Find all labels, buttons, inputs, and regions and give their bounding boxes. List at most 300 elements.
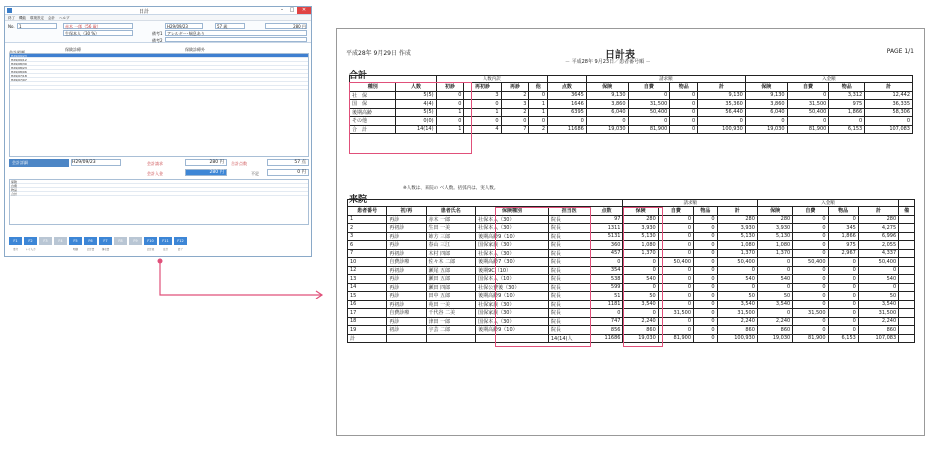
visit-row-cell: 0: [658, 300, 693, 309]
visit-row-cell: 院長: [548, 215, 590, 224]
fkey-label: 日計: [162, 248, 168, 251]
visit-row-cell: 再初診: [387, 300, 426, 309]
visit-row-cell: 0: [694, 326, 718, 335]
summary-row: [350, 100, 913, 109]
summary-row-cell: 3: [464, 91, 501, 100]
summary-header-cell: 種別: [350, 83, 396, 92]
visit-row-cell: 540: [858, 275, 898, 284]
visit-row-cell: 0: [828, 275, 858, 284]
visit-row-cell: 0: [793, 232, 828, 241]
visit-note-cell: [899, 334, 915, 343]
visit-row-cell: 津田 一郎: [426, 317, 476, 326]
summary-row-cell: 0: [787, 117, 829, 126]
visit-row-cell: 1,370: [717, 249, 757, 258]
history-row[interactable]: H29/09/12: [10, 58, 308, 62]
visit-row-cell: 0: [828, 326, 858, 335]
summary-row-cell: 1646: [548, 100, 587, 109]
summary-row-cell: 14(14): [396, 125, 436, 134]
summary-row-cell: 0: [586, 117, 628, 126]
summary-row-cell: 合 計: [350, 125, 396, 134]
summary-header-cell: 初診: [436, 83, 464, 92]
summary-group: 請求額: [586, 76, 745, 83]
fkey-8[interactable]: F8: [114, 237, 127, 245]
total-points: 57 点: [267, 159, 309, 166]
visit-row-cell: 0: [658, 266, 693, 275]
visit-row-cell: 国保家族（30）: [476, 241, 549, 250]
visit-row-cell: 2: [348, 224, 387, 233]
visit-row-cell: 院長: [548, 266, 590, 275]
visit-row-cell: 院長: [548, 283, 590, 292]
summary-row-cell: 11686: [548, 125, 587, 134]
visit-row-cell: 6,996: [858, 232, 898, 241]
insurance-type: 生保本人（30 %）: [63, 30, 133, 36]
visit-row: [348, 249, 915, 258]
detail-grid: [9, 179, 309, 225]
visit-row-cell: 0: [658, 241, 693, 250]
visit-row-cell: 初診: [387, 326, 426, 335]
visit-row: [348, 300, 915, 309]
visit-row-cell: 3,930: [757, 224, 792, 233]
visit-group: [899, 200, 915, 207]
summary-row-cell: 2: [501, 108, 529, 117]
report-subtitle: － 平成28年 9月23日／患者番号順 －: [565, 59, 651, 65]
menu-item[interactable]: ヘルプ: [59, 16, 70, 20]
visit-header-cell: 備: [899, 207, 915, 216]
visit-row-cell: 50,400: [858, 258, 898, 267]
summary-row-cell: 9,130: [586, 91, 628, 100]
summary-row-cell: 0: [436, 100, 464, 109]
summary-header-cell: 保険: [745, 83, 787, 92]
visit-row-cell: 6: [348, 241, 387, 250]
visit-row-cell: 0: [658, 283, 693, 292]
fkey-11[interactable]: F11: [159, 237, 172, 245]
summary-row-cell: 56,440: [698, 108, 746, 117]
visit-row-cell: 975: [828, 241, 858, 250]
report-date: 平成28年 9月29日 作成: [346, 50, 411, 57]
visit-header-cell: 物品: [694, 207, 718, 216]
visit-row-cell: 7: [348, 249, 387, 258]
menu-item[interactable]: 環境設定: [30, 16, 44, 20]
history-row[interactable]: H29/08/06: [10, 70, 308, 74]
visit-total-cell: 107,083: [858, 334, 898, 343]
fkey-label: [39, 247, 52, 251]
visit-row-cell: 苑田 一美: [426, 300, 476, 309]
history-grid[interactable]: [9, 53, 309, 157]
fkey-label: [129, 247, 142, 251]
summary-row-cell: 0: [670, 108, 698, 117]
visit-row-cell: 再診: [387, 215, 426, 224]
visit-row-cell: 社保本人（30）: [476, 224, 549, 233]
visit-row-cell: 田中 五郎: [426, 292, 476, 301]
visit-row-cell: 社保家族（30）: [476, 300, 549, 309]
menu-item[interactable]: 機能: [19, 16, 26, 20]
history-row[interactable]: H29/07/07: [10, 78, 308, 82]
summary-header-cell: 計: [865, 83, 913, 92]
visit-total-cell: 計: [348, 334, 387, 343]
summary-row-cell: 2: [501, 91, 529, 100]
minimize-button[interactable]: –: [280, 7, 284, 13]
visit-row-cell: 社保本人（30）: [476, 249, 549, 258]
visit-row-cell: 再診: [387, 232, 426, 241]
patient-no-label: No.: [8, 24, 15, 29]
visit-row-cell: 457: [590, 249, 623, 258]
visit-row-cell: 千代谷 二美: [426, 309, 476, 318]
summary-row-cell: 9,130: [745, 91, 787, 100]
summary-row-cell: 58,306: [865, 108, 913, 117]
visit-row-cell: 1,080: [757, 241, 792, 250]
visit-group: 入金額: [757, 200, 898, 207]
visit-row-cell: 97: [590, 215, 623, 224]
visit-row-cell: 13: [348, 275, 387, 284]
fkey-label: [114, 247, 127, 251]
visit-row-cell: 2,240: [623, 317, 658, 326]
summary-row-cell: 50,400: [787, 108, 829, 117]
summary-row: [350, 91, 913, 100]
visit-row-cell: 木村 四郎: [426, 249, 476, 258]
app-icon: [7, 8, 12, 13]
visit-total-cell: [426, 334, 476, 343]
visit-note-cell: [899, 249, 915, 258]
summary-row-cell: 19,030: [745, 125, 787, 134]
age-box: 57 歳: [215, 23, 245, 29]
fkey-label: 会計書: [86, 248, 95, 251]
visit-row-cell: 2,967: [828, 249, 858, 258]
history-row[interactable]: H29/08/23: [10, 66, 308, 70]
fkey-7[interactable]: F7: [99, 237, 112, 245]
visit-row-cell: 1,370: [623, 249, 658, 258]
visit-row-cell: 0: [793, 266, 828, 275]
visit-row-cell: 1,080: [623, 241, 658, 250]
visit-row-cell: 1,866: [828, 232, 858, 241]
visit-row-cell: 後期高齢7（30）: [476, 258, 549, 267]
visit-row-cell: 宇芸 二郎: [426, 326, 476, 335]
visit-row-cell: 自費診療: [387, 258, 426, 267]
fkey-4[interactable]: F4: [54, 237, 67, 245]
visit-row-cell: 0: [694, 215, 718, 224]
summary-row-cell: 0: [670, 100, 698, 109]
visit-row-cell: 0: [793, 292, 828, 301]
visit-row-cell: 0: [793, 317, 828, 326]
fkey-2[interactable]: F2: [24, 237, 37, 245]
total-request: 280 円: [185, 159, 227, 166]
summary-header-cell: 物品: [670, 83, 698, 92]
visit-row: [348, 232, 915, 241]
summary-row-cell: 0: [529, 117, 548, 126]
visit-title: 来院: [349, 195, 368, 205]
patient-no-field[interactable]: 1: [17, 23, 57, 29]
visit-row-cell: 2,055: [858, 241, 898, 250]
visit-row-cell: 再診: [387, 241, 426, 250]
visit-row-cell: 540: [757, 275, 792, 284]
fkey-label: 終了: [177, 248, 183, 251]
report-page: PAGE 1/1: [886, 48, 914, 55]
visit-row-cell: 4,337: [858, 249, 898, 258]
visit-row: [348, 275, 915, 284]
visit-row-cell: 0: [793, 249, 828, 258]
visit-row-cell: 18: [348, 317, 387, 326]
visit-row-cell: 280: [757, 215, 792, 224]
visit-note-cell: [899, 266, 915, 275]
visit-group: [348, 200, 623, 207]
visit-row-cell: 16: [348, 300, 387, 309]
fkey-label: [54, 247, 67, 251]
visit-row-cell: 0: [658, 224, 693, 233]
visit-total-cell: 100,930: [717, 334, 757, 343]
visit-row-cell: 国保家族（30）: [476, 309, 549, 318]
visit-row-cell: 0: [590, 258, 623, 267]
visit-row-cell: 0: [793, 215, 828, 224]
visit-row-cell: 3,540: [717, 300, 757, 309]
visit-row-cell: 15: [348, 292, 387, 301]
register-window: [4, 6, 312, 257]
summary-row-cell: 9,130: [698, 91, 746, 100]
visit-row-cell: 5,130: [757, 232, 792, 241]
visit-row-cell: 0: [623, 309, 658, 318]
visit-row-cell: 280: [858, 215, 898, 224]
fkey-3[interactable]: F3: [39, 237, 52, 245]
visit-row-cell: 0: [658, 232, 693, 241]
cash-input[interactable]: 280 円: [185, 169, 227, 176]
visit-row-cell: 自費診療: [387, 309, 426, 318]
visit-row-cell: 50,400: [793, 258, 828, 267]
history-row[interactable]: H29/07/18: [10, 74, 308, 78]
visit-row-cell: 院長: [548, 241, 590, 250]
summary-row-cell: 0: [670, 117, 698, 126]
history-row[interactable]: H29/08/30: [10, 62, 308, 66]
visit-row-cell: 0: [623, 283, 658, 292]
visit-row-cell: 後期高齢9（10）: [476, 292, 549, 301]
menu-item[interactable]: 会計: [48, 16, 55, 20]
visit-row-cell: 50,400: [717, 258, 757, 267]
visit-row-cell: 0: [658, 215, 693, 224]
shortage-label: 不足: [251, 171, 259, 176]
visit-row-cell: 0: [694, 292, 718, 301]
visit-row-cell: 50: [717, 292, 757, 301]
summary-row-cell: 0: [628, 91, 670, 100]
visit-row-cell: 0: [694, 224, 718, 233]
visit-row-cell: 0: [658, 249, 693, 258]
visit-row-cell: 2,240: [858, 317, 898, 326]
history-row[interactable]: [10, 86, 308, 90]
visit-row-cell: 12: [348, 266, 387, 275]
visit-row: [348, 224, 915, 233]
summary-group: [548, 76, 587, 83]
visit-row: [348, 215, 915, 224]
visit-note-cell: [899, 224, 915, 233]
visit-row-cell: 0: [694, 317, 718, 326]
visit-header: [348, 207, 915, 216]
summary-header-cell: 自費: [628, 83, 670, 92]
visit-row-cell: 19: [348, 326, 387, 335]
fkey-10[interactable]: F10: [144, 237, 157, 245]
visit-header-cell: 計: [858, 207, 898, 216]
visit-row-cell: 0: [828, 215, 858, 224]
visit-row-cell: 0: [828, 283, 858, 292]
summary-group-row: [350, 76, 913, 83]
visit-row-cell: 赤木 一郎: [426, 215, 476, 224]
visit-header-cell: 初/再: [387, 207, 426, 216]
summary-row-cell: 4(4): [396, 100, 436, 109]
visit-row-cell: 3,930: [717, 224, 757, 233]
visit-note-cell: [899, 317, 915, 326]
field1-label: 備考1: [152, 31, 163, 36]
visit-table: [347, 199, 915, 343]
summary-row-cell: 2: [529, 125, 548, 134]
visit-row-cell: 1,370: [757, 249, 792, 258]
visit-note-cell: [899, 326, 915, 335]
summary-row-cell: 6395: [548, 108, 587, 117]
visit-row-cell: 280: [717, 215, 757, 224]
visit-total-cell: 19,030: [757, 334, 792, 343]
visit-row-cell: 0: [793, 275, 828, 284]
visit-total-cell: 81,900: [793, 334, 828, 343]
visit-row-cell: 860: [717, 326, 757, 335]
fkey-6[interactable]: F6: [84, 237, 97, 245]
visit-row-cell: 0: [694, 258, 718, 267]
visit-row-cell: 0: [828, 300, 858, 309]
summary-row-cell: 5(5): [396, 108, 436, 117]
summary-header: [350, 83, 913, 92]
visit-header-cell: 物品: [828, 207, 858, 216]
visit-row-cell: 姉方 三郎: [426, 232, 476, 241]
visit-row-cell: 再診: [387, 317, 426, 326]
visit-row-cell: 540: [623, 275, 658, 284]
visit-row-cell: 3,930: [623, 224, 658, 233]
fkey-12[interactable]: F12: [174, 237, 187, 245]
patient-name: 赤木 一郎（56 歳）: [63, 23, 133, 29]
visit-note-cell: [899, 292, 915, 301]
fkey-label: 受付: [12, 248, 18, 251]
visit-total-cell: 14(14)人: [548, 334, 590, 343]
visit-row: [348, 292, 915, 301]
menu-item[interactable]: 終了: [8, 16, 15, 20]
visit-row-cell: 院長: [548, 317, 590, 326]
summary-header-cell: 計: [698, 83, 746, 92]
summary-row-cell: 12,442: [865, 91, 913, 100]
summary-row-cell: 6,040: [586, 108, 628, 117]
visit-row-cell: 院長: [548, 258, 590, 267]
summary-row-cell: 0: [464, 117, 501, 126]
visit-row-cell: 540: [717, 275, 757, 284]
summary-row-cell: 0(0): [396, 117, 436, 126]
summary-row-cell: 3,860: [586, 100, 628, 109]
visit-row: [348, 258, 915, 267]
visit-header-cell: 患者氏名: [426, 207, 476, 216]
field2-input[interactable]: [165, 37, 307, 42]
visit-note-cell: [899, 300, 915, 309]
visit-row-cell: 51: [590, 292, 623, 301]
summary-row-cell: 6,153: [829, 125, 865, 134]
summary-row-cell: 0: [698, 117, 746, 126]
visit-header-cell: 保険: [757, 207, 792, 216]
visit-row-cell: 院長: [548, 249, 590, 258]
fkey-9[interactable]: F9: [129, 237, 142, 245]
summary-row-cell: 0: [670, 125, 698, 134]
visit-row-cell: 再初診: [387, 224, 426, 233]
visit-row-cell: 360: [590, 241, 623, 250]
summary-row-cell: 975: [829, 100, 865, 109]
visit-row-cell: 0: [694, 266, 718, 275]
report-title: 日計表: [605, 50, 635, 61]
summary-row-cell: 1,866: [829, 108, 865, 117]
field1-input[interactable]: アレルギー･喘息あり: [165, 30, 307, 36]
visit-row-cell: 0: [828, 317, 858, 326]
visit-row-cell: 1,080: [717, 241, 757, 250]
summary-row-cell: 50,400: [628, 108, 670, 117]
summary-row-cell: 0: [829, 117, 865, 126]
summary-row: [350, 108, 913, 117]
summary-row-cell: 7: [501, 125, 529, 134]
visit-row-cell: 瀬田 四郎: [426, 283, 476, 292]
summary-row-cell: 0: [436, 91, 464, 100]
visit-header-cell: 保険種別: [476, 207, 549, 216]
history-row[interactable]: H29/09/23: [10, 54, 308, 58]
cash-label: 会計入金: [147, 171, 163, 176]
visit-row-cell: 国保本人（30）: [476, 317, 549, 326]
visit-row-cell: 0: [793, 224, 828, 233]
fkey-5[interactable]: F5: [69, 237, 82, 245]
visit-row-cell: 後期高齢9（10）: [476, 232, 549, 241]
visit-row-cell: 0: [793, 241, 828, 250]
visit-row-cell: 院長: [548, 309, 590, 318]
summary-row-cell: 100,930: [698, 125, 746, 134]
visit-row-cell: 860: [858, 326, 898, 335]
summary-row-cell: 0: [628, 117, 670, 126]
visit-total-cell: 0: [694, 334, 718, 343]
visit-row-cell: 50: [757, 292, 792, 301]
date-box: H29/09/23: [165, 23, 203, 29]
visit-row-cell: 3,540: [757, 300, 792, 309]
summary-row-cell: 0: [745, 117, 787, 126]
summary-row-cell: 3,860: [745, 100, 787, 109]
visit-note-cell: [899, 241, 915, 250]
visit-row-cell: 0: [757, 283, 792, 292]
visit-row-cell: 社保公費後（30）: [476, 283, 549, 292]
visit-header-cell: 保険: [623, 207, 658, 216]
function-keys: [9, 237, 187, 245]
visit-row-cell: 0: [793, 300, 828, 309]
visit-total-cell: 11686: [590, 334, 623, 343]
visit-header-cell: 患者番号: [348, 207, 387, 216]
fkey-1[interactable]: F1: [9, 237, 22, 245]
visit-row-cell: 0: [757, 266, 792, 275]
arrow-connector: [156, 257, 326, 299]
visit-row: [348, 317, 915, 326]
visit-row-cell: 0: [658, 292, 693, 301]
summary-header-cell: 保険: [586, 83, 628, 92]
maximize-button[interactable]: □: [289, 7, 295, 13]
visit-row-cell: 0: [694, 275, 718, 284]
visit-row: [348, 283, 915, 292]
visit-row-cell: 後期9C（10）: [476, 266, 549, 275]
visit-row-cell: 春山 三江: [426, 241, 476, 250]
summary-row-cell: 3: [501, 100, 529, 109]
visit-row-cell: 後期高齢9（10）: [476, 326, 549, 335]
visit-row-cell: 1311: [590, 224, 623, 233]
field2-label: 備考2: [152, 38, 163, 43]
shortage-value: 0 円: [267, 169, 309, 176]
visit-row-cell: 国保本人（10）: [476, 275, 549, 284]
window-title: 日計: [139, 9, 150, 15]
visit-row-cell: 0: [717, 266, 757, 275]
summary-row-cell: 35,360: [698, 100, 746, 109]
close-button[interactable]: ✕: [297, 7, 311, 14]
col-group2: 保険診療外: [185, 47, 205, 52]
fkey-label: 領収書: [101, 248, 110, 251]
visit-row-cell: 50: [858, 292, 898, 301]
visit-row-cell: 瀬田 五郎: [426, 275, 476, 284]
visit-row-cell: 5,130: [623, 232, 658, 241]
